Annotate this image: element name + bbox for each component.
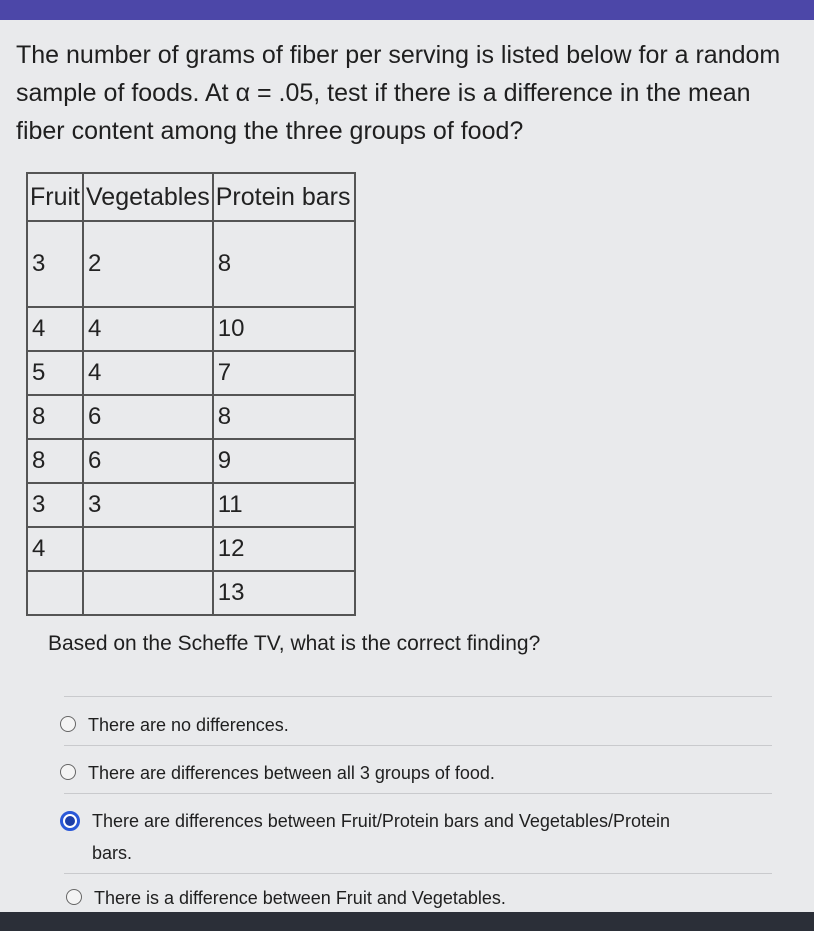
answer-option-all-groups[interactable]: [60, 757, 760, 789]
table-cell: 8: [27, 439, 83, 483]
radio-button[interactable]: [66, 889, 82, 905]
table-header-row: [27, 173, 355, 221]
top-header-bar: [0, 0, 814, 20]
divider: [64, 696, 772, 697]
table-cell: 2: [83, 221, 213, 307]
table-cell: 4: [27, 527, 83, 571]
question-line: fiber content among the three groups of food?: [16, 117, 524, 145]
option-label: There are differences between all 3 groups of food.: [88, 763, 495, 783]
option-label-line: bars.: [92, 843, 133, 863]
divider: [64, 793, 772, 794]
table-cell: [83, 527, 213, 571]
radio-button-selected[interactable]: [60, 811, 80, 831]
table-row: [27, 395, 355, 439]
table-row: [27, 307, 355, 351]
sub-question-prompt: Based on the Scheffe TV, what is the correct finding?: [48, 632, 541, 655]
table-row: [27, 439, 355, 483]
table-cell: 8: [213, 395, 355, 439]
table-cell: 9: [213, 439, 355, 483]
answer-option-fruit-veg-vs-protein[interactable]: [60, 805, 760, 869]
answer-option-no-differences[interactable]: [60, 709, 760, 741]
column-header-protein-bars: Protein bars: [213, 173, 355, 221]
divider: [64, 745, 772, 746]
radio-button[interactable]: [60, 764, 76, 780]
table-row: [27, 351, 355, 395]
table-cell: 3: [83, 483, 213, 527]
table-row: [27, 527, 355, 571]
table-row: [27, 221, 355, 307]
option-label: [92, 805, 670, 869]
table-cell: [83, 571, 213, 615]
option-label: There is a difference between Fruit and Vegetables.: [94, 888, 506, 908]
divider: [64, 873, 772, 874]
bottom-taskbar: [0, 912, 814, 931]
table-cell: 8: [27, 395, 83, 439]
table-cell: 6: [83, 395, 213, 439]
table-cell: 7: [213, 351, 355, 395]
table-cell: 4: [83, 351, 213, 395]
table-cell: 13: [213, 571, 355, 615]
radio-button[interactable]: [60, 716, 76, 732]
table-cell: 4: [83, 307, 213, 351]
table-row: [27, 571, 355, 615]
table-cell: 5: [27, 351, 83, 395]
option-label: There are no differences.: [88, 715, 289, 735]
table-cell: 4: [27, 307, 83, 351]
table-cell: 6: [83, 439, 213, 483]
table-cell: 11: [213, 483, 355, 527]
answer-option-fruit-vs-vegetables[interactable]: [66, 882, 766, 914]
table-cell: 8: [213, 221, 355, 307]
question-text: [16, 36, 796, 150]
table-cell: 12: [213, 527, 355, 571]
table-cell: 10: [213, 307, 355, 351]
option-label-line: There are differences between Fruit/Protein bars and Vegetables/Protein: [92, 811, 671, 831]
table-row: [27, 483, 355, 527]
column-header-vegetables: Vegetables: [83, 173, 213, 221]
column-header-fruit: Fruit: [27, 173, 83, 221]
table-cell: 3: [27, 483, 83, 527]
question-line: The number of grams of fiber per serving is listed below for a random: [16, 41, 781, 69]
fiber-data-table: [26, 172, 356, 616]
table-cell: [27, 571, 83, 615]
question-line: sample of foods. At α = .05, test if there is a difference in the mean: [16, 79, 751, 107]
table-cell: 3: [27, 221, 83, 307]
